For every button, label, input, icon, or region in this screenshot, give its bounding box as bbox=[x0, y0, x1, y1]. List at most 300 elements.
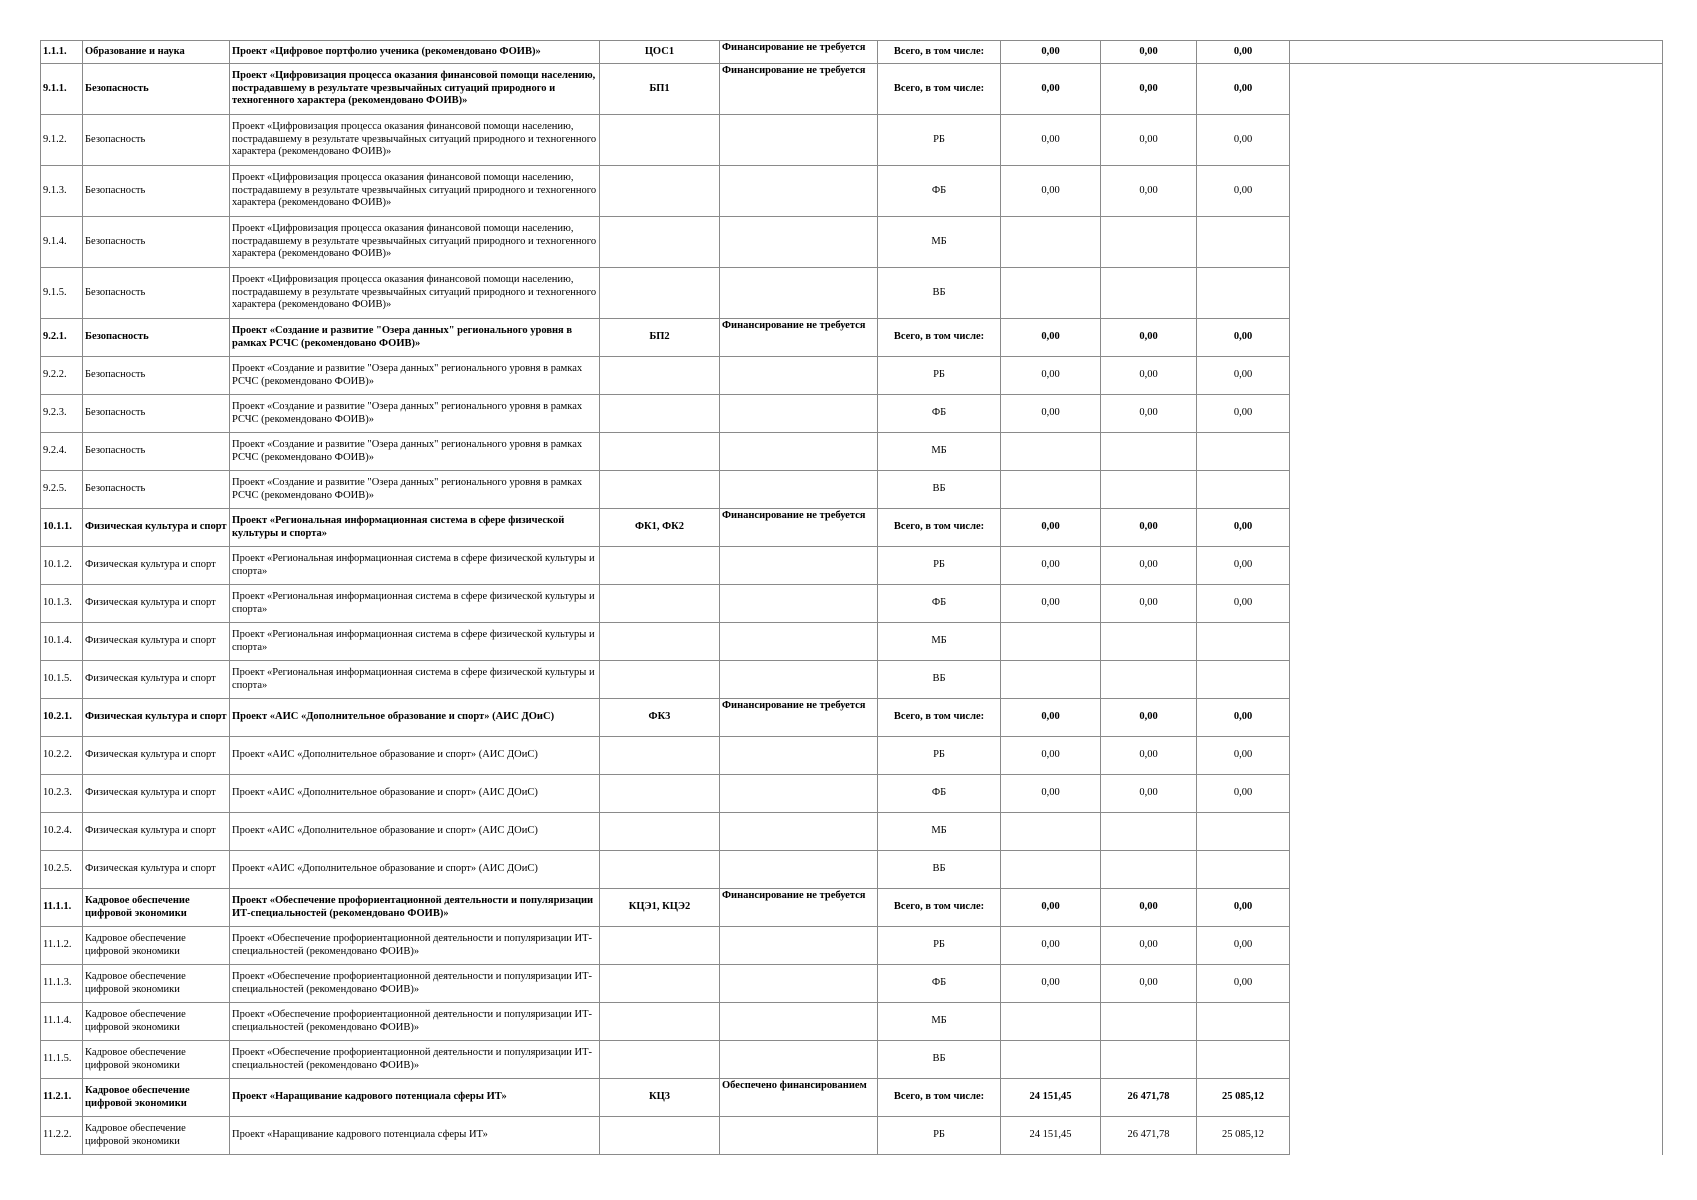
row-source: Всего, в том числе: bbox=[878, 509, 1001, 547]
row-value-1: 0,00 bbox=[1001, 509, 1101, 547]
row-value-1: 0,00 bbox=[1001, 41, 1101, 64]
row-area: Образование и наука bbox=[83, 41, 230, 64]
row-value-3: 0,00 bbox=[1197, 775, 1290, 813]
row-project: Проект «АИС «Дополнительное образование и спорт» (АИС ДОиС) bbox=[230, 775, 600, 813]
row-empty-cell bbox=[1290, 775, 1663, 813]
row-project: Проект «Цифровизация процесса оказания финансовой помощи населению, пострадавшему в результате чрезвычайных ситуаций природного и техногенного характера (рекомендовано ФОИВ)» bbox=[230, 115, 600, 166]
table-row bbox=[41, 547, 1663, 585]
row-value-1 bbox=[1001, 661, 1101, 699]
row-project: Проект «АИС «Дополнительное образование и спорт» (АИС ДОиС) bbox=[230, 737, 600, 775]
row-value-2 bbox=[1101, 851, 1197, 889]
row-value-1: 0,00 bbox=[1001, 927, 1101, 965]
row-number: 9.1.4. bbox=[41, 217, 83, 268]
row-value-3: 0,00 bbox=[1197, 41, 1290, 64]
table-row bbox=[41, 64, 1663, 115]
row-project: Проект «Региональная информационная система в сфере физической культуры и спорта» bbox=[230, 509, 600, 547]
row-empty-cell bbox=[1290, 433, 1663, 471]
row-funding bbox=[720, 851, 878, 889]
row-funding bbox=[720, 395, 878, 433]
row-value-2: 0,00 bbox=[1101, 41, 1197, 64]
row-area: Физическая культура и спорт bbox=[83, 661, 230, 699]
row-source: Всего, в том числе: bbox=[878, 699, 1001, 737]
row-value-1: 24 151,45 bbox=[1001, 1079, 1101, 1117]
row-empty-cell bbox=[1290, 1079, 1663, 1117]
row-value-1 bbox=[1001, 851, 1101, 889]
table-row bbox=[41, 509, 1663, 547]
row-area: Безопасность bbox=[83, 268, 230, 319]
row-value-2: 0,00 bbox=[1101, 64, 1197, 115]
row-value-1: 0,00 bbox=[1001, 965, 1101, 1003]
row-area: Кадровое обеспечение цифровой экономики bbox=[83, 1041, 230, 1079]
row-source: МБ bbox=[878, 813, 1001, 851]
row-value-1: 0,00 bbox=[1001, 699, 1101, 737]
row-value-1 bbox=[1001, 433, 1101, 471]
row-code bbox=[600, 433, 720, 471]
row-project: Проект «Обеспечение профориентационной деятельности и популяризации ИТ-специальностей (рекомендовано ФОИВ)» bbox=[230, 1003, 600, 1041]
row-code bbox=[600, 661, 720, 699]
row-project: Проект «Наращивание кадрового потенциала сферы ИТ» bbox=[230, 1117, 600, 1155]
row-area: Физическая культура и спорт bbox=[83, 509, 230, 547]
row-source: Всего, в том числе: bbox=[878, 319, 1001, 357]
row-source: ФБ bbox=[878, 585, 1001, 623]
row-funding: Финансирование не требуется bbox=[720, 509, 878, 547]
row-value-1: 0,00 bbox=[1001, 889, 1101, 927]
row-value-2 bbox=[1101, 433, 1197, 471]
row-project: Проект «Цифровое портфолио ученика (рекомендовано ФОИВ)» bbox=[230, 41, 600, 64]
row-funding bbox=[720, 737, 878, 775]
row-project: Проект «Цифровизация процесса оказания финансовой помощи населению, пострадавшему в результате чрезвычайных ситуаций природного и техногенного характера (рекомендовано ФОИВ)» bbox=[230, 166, 600, 217]
row-source: РБ bbox=[878, 115, 1001, 166]
row-value-3 bbox=[1197, 1003, 1290, 1041]
row-number: 11.1.4. bbox=[41, 1003, 83, 1041]
row-value-1 bbox=[1001, 268, 1101, 319]
row-empty-cell bbox=[1290, 64, 1663, 115]
row-code: БП2 bbox=[600, 319, 720, 357]
row-area: Безопасность bbox=[83, 319, 230, 357]
row-number: 11.1.2. bbox=[41, 927, 83, 965]
row-project: Проект «Региональная информационная система в сфере физической культуры и спорта» bbox=[230, 585, 600, 623]
row-value-1: 24 151,45 bbox=[1001, 1117, 1101, 1155]
row-code bbox=[600, 623, 720, 661]
row-value-3 bbox=[1197, 851, 1290, 889]
row-value-3: 0,00 bbox=[1197, 509, 1290, 547]
row-area: Кадровое обеспечение цифровой экономики bbox=[83, 1117, 230, 1155]
row-number: 11.2.1. bbox=[41, 1079, 83, 1117]
row-value-1: 0,00 bbox=[1001, 64, 1101, 115]
row-value-2: 0,00 bbox=[1101, 927, 1197, 965]
row-area: Физическая культура и спорт bbox=[83, 623, 230, 661]
table-row bbox=[41, 1041, 1663, 1079]
row-value-3: 0,00 bbox=[1197, 547, 1290, 585]
row-code bbox=[600, 115, 720, 166]
table-row bbox=[41, 737, 1663, 775]
row-code bbox=[600, 357, 720, 395]
row-funding: Финансирование не требуется bbox=[720, 889, 878, 927]
row-empty-cell bbox=[1290, 851, 1663, 889]
row-empty-cell bbox=[1290, 813, 1663, 851]
row-empty-cell bbox=[1290, 319, 1663, 357]
row-source: ФБ bbox=[878, 395, 1001, 433]
row-project: Проект «Создание и развитие "Озера данных" регионального уровня в рамках РСЧС (рекомендовано ФОИВ)» bbox=[230, 357, 600, 395]
row-funding: Обеспечено финансированием bbox=[720, 1079, 878, 1117]
table-row bbox=[41, 1003, 1663, 1041]
row-source: ВБ bbox=[878, 268, 1001, 319]
table-row bbox=[41, 471, 1663, 509]
row-project: Проект «Наращивание кадрового потенциала сферы ИТ» bbox=[230, 1079, 600, 1117]
row-value-3: 0,00 bbox=[1197, 395, 1290, 433]
row-funding bbox=[720, 813, 878, 851]
row-code bbox=[600, 471, 720, 509]
row-code bbox=[600, 1003, 720, 1041]
row-value-3: 0,00 bbox=[1197, 965, 1290, 1003]
row-number: 9.2.1. bbox=[41, 319, 83, 357]
table-row bbox=[41, 41, 1663, 64]
row-project: Проект «Создание и развитие "Озера данных" регионального уровня в рамках РСЧС (рекомендовано ФОИВ)» bbox=[230, 319, 600, 357]
table-row bbox=[41, 319, 1663, 357]
row-area: Безопасность bbox=[83, 433, 230, 471]
row-value-2 bbox=[1101, 813, 1197, 851]
row-area: Кадровое обеспечение цифровой экономики bbox=[83, 1079, 230, 1117]
row-code bbox=[600, 851, 720, 889]
row-area: Безопасность bbox=[83, 64, 230, 115]
row-funding bbox=[720, 965, 878, 1003]
row-value-2: 0,00 bbox=[1101, 166, 1197, 217]
row-funding bbox=[720, 927, 878, 965]
row-funding bbox=[720, 1003, 878, 1041]
row-project: Проект «АИС «Дополнительное образование и спорт» (АИС ДОиС) bbox=[230, 699, 600, 737]
table-row bbox=[41, 623, 1663, 661]
row-empty-cell bbox=[1290, 357, 1663, 395]
row-source: ФБ bbox=[878, 775, 1001, 813]
row-funding: Финансирование не требуется bbox=[720, 64, 878, 115]
row-value-2: 0,00 bbox=[1101, 509, 1197, 547]
row-value-3: 0,00 bbox=[1197, 64, 1290, 115]
row-value-1: 0,00 bbox=[1001, 775, 1101, 813]
row-empty-cell bbox=[1290, 166, 1663, 217]
row-project: Проект «Цифровизация процесса оказания финансовой помощи населению, пострадавшему в результате чрезвычайных ситуаций природного и техногенного характера (рекомендовано ФОИВ)» bbox=[230, 217, 600, 268]
row-value-2 bbox=[1101, 268, 1197, 319]
row-value-2 bbox=[1101, 471, 1197, 509]
table-row bbox=[41, 395, 1663, 433]
row-source: РБ bbox=[878, 1117, 1001, 1155]
table-row bbox=[41, 813, 1663, 851]
row-value-1: 0,00 bbox=[1001, 585, 1101, 623]
row-source: Всего, в том числе: bbox=[878, 64, 1001, 115]
row-value-2 bbox=[1101, 1003, 1197, 1041]
row-project: Проект «Цифровизация процесса оказания финансовой помощи населению, пострадавшему в результате чрезвычайных ситуаций природного и техногенного характера (рекомендовано ФОИВ)» bbox=[230, 64, 600, 115]
row-code: БП1 bbox=[600, 64, 720, 115]
row-empty-cell bbox=[1290, 115, 1663, 166]
row-value-2 bbox=[1101, 661, 1197, 699]
row-source: ВБ bbox=[878, 471, 1001, 509]
row-empty-cell bbox=[1290, 1003, 1663, 1041]
row-code bbox=[600, 166, 720, 217]
row-funding bbox=[720, 623, 878, 661]
row-value-2: 0,00 bbox=[1101, 585, 1197, 623]
row-source: МБ bbox=[878, 217, 1001, 268]
row-value-1 bbox=[1001, 1003, 1101, 1041]
row-funding bbox=[720, 547, 878, 585]
row-number: 9.2.3. bbox=[41, 395, 83, 433]
row-area: Кадровое обеспечение цифровой экономики bbox=[83, 1003, 230, 1041]
table-row bbox=[41, 851, 1663, 889]
row-value-3: 0,00 bbox=[1197, 927, 1290, 965]
row-number: 10.2.5. bbox=[41, 851, 83, 889]
row-funding bbox=[720, 775, 878, 813]
row-value-3 bbox=[1197, 813, 1290, 851]
row-value-3 bbox=[1197, 471, 1290, 509]
row-area: Безопасность bbox=[83, 217, 230, 268]
row-funding bbox=[720, 115, 878, 166]
row-project: Проект «Обеспечение профориентационной деятельности и популяризации ИТ-специальностей (рекомендовано ФОИВ)» bbox=[230, 1041, 600, 1079]
row-project: Проект «Региональная информационная система в сфере физической культуры и спорта» bbox=[230, 661, 600, 699]
row-project: Проект «Региональная информационная система в сфере физической культуры и спорта» bbox=[230, 547, 600, 585]
row-funding bbox=[720, 166, 878, 217]
row-value-1 bbox=[1001, 471, 1101, 509]
row-area: Физическая культура и спорт bbox=[83, 547, 230, 585]
row-empty-cell bbox=[1290, 623, 1663, 661]
row-value-2: 0,00 bbox=[1101, 319, 1197, 357]
row-number: 11.1.3. bbox=[41, 965, 83, 1003]
row-funding: Финансирование не требуется bbox=[720, 319, 878, 357]
table-row bbox=[41, 357, 1663, 395]
row-value-3 bbox=[1197, 661, 1290, 699]
row-value-1 bbox=[1001, 1041, 1101, 1079]
row-source: Всего, в том числе: bbox=[878, 889, 1001, 927]
row-value-1: 0,00 bbox=[1001, 737, 1101, 775]
row-project: Проект «Обеспечение профориентационной деятельности и популяризации ИТ-специальностей (рекомендовано ФОИВ)» bbox=[230, 927, 600, 965]
row-empty-cell bbox=[1290, 927, 1663, 965]
row-source: МБ bbox=[878, 623, 1001, 661]
row-empty-cell bbox=[1290, 965, 1663, 1003]
row-value-3 bbox=[1197, 217, 1290, 268]
row-area: Безопасность bbox=[83, 395, 230, 433]
row-value-2 bbox=[1101, 623, 1197, 661]
row-number: 9.2.5. bbox=[41, 471, 83, 509]
row-number: 10.2.2. bbox=[41, 737, 83, 775]
row-area: Физическая культура и спорт bbox=[83, 699, 230, 737]
row-number: 11.1.5. bbox=[41, 1041, 83, 1079]
row-empty-cell bbox=[1290, 509, 1663, 547]
row-value-3: 25 085,12 bbox=[1197, 1117, 1290, 1155]
row-value-2: 0,00 bbox=[1101, 395, 1197, 433]
row-number: 11.2.2. bbox=[41, 1117, 83, 1155]
row-project: Проект «Региональная информационная система в сфере физической культуры и спорта» bbox=[230, 623, 600, 661]
row-funding bbox=[720, 268, 878, 319]
row-value-1: 0,00 bbox=[1001, 357, 1101, 395]
table-row bbox=[41, 115, 1663, 166]
row-value-2: 0,00 bbox=[1101, 775, 1197, 813]
table-row bbox=[41, 268, 1663, 319]
table-row bbox=[41, 166, 1663, 217]
row-code bbox=[600, 268, 720, 319]
row-empty-cell bbox=[1290, 268, 1663, 319]
row-area: Безопасность bbox=[83, 166, 230, 217]
row-value-2: 0,00 bbox=[1101, 699, 1197, 737]
row-source: МБ bbox=[878, 433, 1001, 471]
row-value-1 bbox=[1001, 217, 1101, 268]
row-area: Кадровое обеспечение цифровой экономики bbox=[83, 889, 230, 927]
row-value-1 bbox=[1001, 623, 1101, 661]
row-value-1: 0,00 bbox=[1001, 395, 1101, 433]
row-value-1 bbox=[1001, 813, 1101, 851]
row-code bbox=[600, 927, 720, 965]
row-value-2 bbox=[1101, 217, 1197, 268]
row-empty-cell bbox=[1290, 547, 1663, 585]
row-area: Физическая культура и спорт bbox=[83, 851, 230, 889]
row-area: Физическая культура и спорт bbox=[83, 775, 230, 813]
row-area: Физическая культура и спорт bbox=[83, 737, 230, 775]
row-value-1: 0,00 bbox=[1001, 166, 1101, 217]
table-row bbox=[41, 699, 1663, 737]
row-empty-cell bbox=[1290, 585, 1663, 623]
row-funding bbox=[720, 357, 878, 395]
row-number: 10.2.3. bbox=[41, 775, 83, 813]
row-value-2: 26 471,78 bbox=[1101, 1079, 1197, 1117]
row-value-3: 25 085,12 bbox=[1197, 1079, 1290, 1117]
row-funding bbox=[720, 585, 878, 623]
row-funding: Финансирование не требуется bbox=[720, 699, 878, 737]
row-number: 10.1.4. bbox=[41, 623, 83, 661]
row-code: ФК3 bbox=[600, 699, 720, 737]
row-value-3: 0,00 bbox=[1197, 166, 1290, 217]
row-source: ФБ bbox=[878, 965, 1001, 1003]
row-number: 10.2.1. bbox=[41, 699, 83, 737]
row-value-2: 0,00 bbox=[1101, 889, 1197, 927]
row-empty-cell bbox=[1290, 1117, 1663, 1155]
row-value-2: 26 471,78 bbox=[1101, 1117, 1197, 1155]
row-area: Безопасность bbox=[83, 357, 230, 395]
row-code bbox=[600, 813, 720, 851]
row-value-3 bbox=[1197, 623, 1290, 661]
row-area: Физическая культура и спорт bbox=[83, 813, 230, 851]
row-value-3 bbox=[1197, 433, 1290, 471]
row-empty-cell bbox=[1290, 737, 1663, 775]
row-code bbox=[600, 965, 720, 1003]
row-funding bbox=[720, 1041, 878, 1079]
row-value-2: 0,00 bbox=[1101, 115, 1197, 166]
row-code: ЦОС1 bbox=[600, 41, 720, 64]
row-value-1: 0,00 bbox=[1001, 547, 1101, 585]
row-code bbox=[600, 585, 720, 623]
row-value-3 bbox=[1197, 1041, 1290, 1079]
row-code bbox=[600, 1041, 720, 1079]
row-area: Кадровое обеспечение цифровой экономики bbox=[83, 965, 230, 1003]
row-project: Проект «АИС «Дополнительное образование и спорт» (АИС ДОиС) bbox=[230, 813, 600, 851]
row-project: Проект «Создание и развитие "Озера данных" регионального уровня в рамках РСЧС (рекомендовано ФОИВ)» bbox=[230, 395, 600, 433]
row-code bbox=[600, 395, 720, 433]
row-project: Проект «АИС «Дополнительное образование и спорт» (АИС ДОиС) bbox=[230, 851, 600, 889]
table-row bbox=[41, 433, 1663, 471]
row-number: 9.1.3. bbox=[41, 166, 83, 217]
row-funding bbox=[720, 661, 878, 699]
row-source: РБ bbox=[878, 547, 1001, 585]
row-funding bbox=[720, 433, 878, 471]
table-row bbox=[41, 965, 1663, 1003]
row-number: 9.1.2. bbox=[41, 115, 83, 166]
table-row bbox=[41, 927, 1663, 965]
row-value-3: 0,00 bbox=[1197, 585, 1290, 623]
row-source: Всего, в том числе: bbox=[878, 1079, 1001, 1117]
row-value-3: 0,00 bbox=[1197, 699, 1290, 737]
row-value-3 bbox=[1197, 268, 1290, 319]
row-value-1: 0,00 bbox=[1001, 115, 1101, 166]
budget-table bbox=[40, 40, 1663, 1155]
row-source: ВБ bbox=[878, 851, 1001, 889]
row-funding bbox=[720, 1117, 878, 1155]
row-source: ВБ bbox=[878, 661, 1001, 699]
row-funding bbox=[720, 217, 878, 268]
row-project: Проект «Обеспечение профориентационной деятельности и популяризации ИТ-специальностей (рекомендовано ФОИВ)» bbox=[230, 965, 600, 1003]
row-value-2: 0,00 bbox=[1101, 965, 1197, 1003]
row-number: 1.1.1. bbox=[41, 41, 83, 64]
row-code bbox=[600, 217, 720, 268]
row-code: КЦЭ1, КЦЭ2 bbox=[600, 889, 720, 927]
table-row bbox=[41, 661, 1663, 699]
table-row bbox=[41, 1079, 1663, 1117]
row-value-3: 0,00 bbox=[1197, 115, 1290, 166]
row-empty-cell bbox=[1290, 395, 1663, 433]
row-value-3: 0,00 bbox=[1197, 357, 1290, 395]
row-value-2: 0,00 bbox=[1101, 357, 1197, 395]
row-source: ВБ bbox=[878, 1041, 1001, 1079]
row-empty-cell bbox=[1290, 471, 1663, 509]
row-source: РБ bbox=[878, 357, 1001, 395]
row-empty-cell bbox=[1290, 661, 1663, 699]
row-empty-cell bbox=[1290, 217, 1663, 268]
row-value-3: 0,00 bbox=[1197, 889, 1290, 927]
row-number: 10.2.4. bbox=[41, 813, 83, 851]
row-funding bbox=[720, 471, 878, 509]
row-number: 9.2.4. bbox=[41, 433, 83, 471]
row-code: ФК1, ФК2 bbox=[600, 509, 720, 547]
row-source: ФБ bbox=[878, 166, 1001, 217]
row-code bbox=[600, 737, 720, 775]
row-source: Всего, в том числе: bbox=[878, 41, 1001, 64]
table-row bbox=[41, 1117, 1663, 1155]
row-project: Проект «Обеспечение профориентационной деятельности и популяризации ИТ-специальностей (рекомендовано ФОИВ)» bbox=[230, 889, 600, 927]
row-code bbox=[600, 1117, 720, 1155]
row-value-3: 0,00 bbox=[1197, 737, 1290, 775]
row-number: 10.1.3. bbox=[41, 585, 83, 623]
row-empty-cell bbox=[1290, 699, 1663, 737]
row-value-2: 0,00 bbox=[1101, 547, 1197, 585]
row-empty-cell bbox=[1290, 889, 1663, 927]
table-row bbox=[41, 217, 1663, 268]
table-row bbox=[41, 585, 1663, 623]
row-code bbox=[600, 547, 720, 585]
row-project: Проект «Создание и развитие "Озера данных" регионального уровня в рамках РСЧС (рекомендовано ФОИВ)» bbox=[230, 433, 600, 471]
table-body bbox=[41, 41, 1663, 1155]
row-number: 10.1.5. bbox=[41, 661, 83, 699]
row-source: РБ bbox=[878, 737, 1001, 775]
row-area: Кадровое обеспечение цифровой экономики bbox=[83, 927, 230, 965]
row-funding: Финансирование не требуется bbox=[720, 41, 878, 64]
row-number: 9.2.2. bbox=[41, 357, 83, 395]
table-row bbox=[41, 775, 1663, 813]
row-area: Физическая культура и спорт bbox=[83, 585, 230, 623]
row-area: Безопасность bbox=[83, 115, 230, 166]
row-source: РБ bbox=[878, 927, 1001, 965]
row-empty-cell bbox=[1290, 1041, 1663, 1079]
row-project: Проект «Цифровизация процесса оказания финансовой помощи населению, пострадавшему в результате чрезвычайных ситуаций природного и техногенного характера (рекомендовано ФОИВ)» bbox=[230, 268, 600, 319]
row-number: 10.1.1. bbox=[41, 509, 83, 547]
row-number: 9.1.5. bbox=[41, 268, 83, 319]
row-value-2: 0,00 bbox=[1101, 737, 1197, 775]
row-number: 10.1.2. bbox=[41, 547, 83, 585]
row-number: 11.1.1. bbox=[41, 889, 83, 927]
row-number: 9.1.1. bbox=[41, 64, 83, 115]
